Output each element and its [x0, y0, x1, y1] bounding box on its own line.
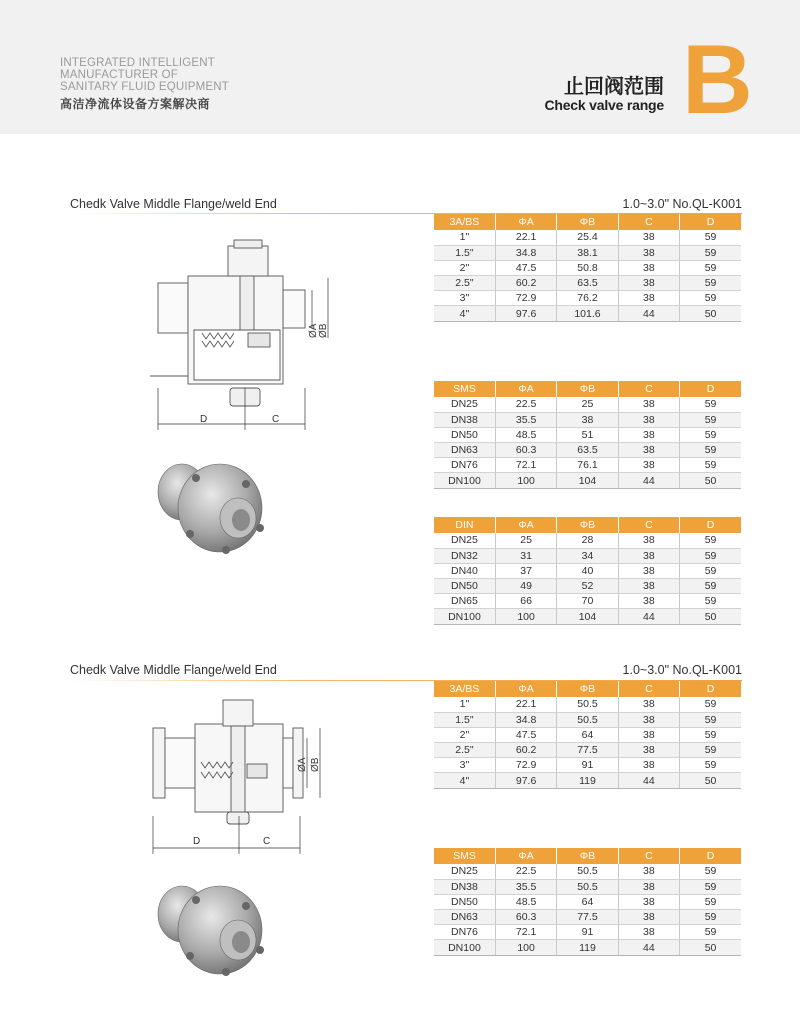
table-header: D: [680, 848, 741, 864]
table-row: DN63 60.3 77.5 38 59: [434, 910, 741, 925]
section-2-dim-phia-label: ØA: [297, 757, 308, 772]
table-header: ΦB: [557, 848, 618, 864]
table-header: ΦA: [495, 848, 556, 864]
table-row: 1" 22.1 50.5 38 59: [434, 697, 741, 712]
section-1-technical-drawing: [150, 238, 329, 428]
brand-tagline-cn: 高洁净流体设备方案解决商: [60, 97, 211, 111]
table-header: ΦB: [557, 517, 618, 533]
table-row: DN65 66 70 38 59: [434, 594, 741, 609]
table-header: D: [680, 517, 741, 533]
brand-line-3: SANITARY FLUID EQUIPMENT: [60, 81, 230, 93]
section-2-product-render: [150, 872, 275, 982]
section-2-table-sms: [434, 848, 741, 956]
table-row: DN100 100 104 44 50: [434, 609, 741, 624]
table-row: 2" 47.5 50.8 38 59: [434, 260, 741, 275]
table-header: ΦA: [495, 381, 556, 397]
table-header: C: [618, 681, 679, 697]
table-row: DN100 100 104 44 50: [434, 473, 741, 488]
table-row: DN25 22.5 25 38 59: [434, 397, 741, 412]
table-row: DN32 31 34 38 59: [434, 548, 741, 563]
section-2-table-3a-bs: [434, 681, 741, 789]
table-header: ΦB: [557, 681, 618, 697]
section-1-title: Chedk Valve Middle Flange/weld End: [70, 197, 277, 211]
table-header: ΦB: [557, 381, 618, 397]
section-1-dim-d-label: D: [200, 414, 208, 425]
page-header: [0, 0, 800, 134]
table-header: ΦA: [495, 214, 556, 230]
table-row: DN38 35.5 50.5 38 59: [434, 879, 741, 894]
brand-line-1: INTEGRATED INTELLIGENT: [60, 57, 215, 69]
page-title-en: Check valve range: [544, 97, 664, 113]
table-header: ΦB: [557, 214, 618, 230]
table-row: DN50 49 52 38 59: [434, 579, 741, 594]
table-header: D: [680, 681, 741, 697]
section-letter: B: [682, 24, 753, 134]
table-row: DN38 35.5 38 38 59: [434, 412, 741, 427]
table-header: D: [680, 381, 741, 397]
section-2-code: 1.0~3.0" No.QL-K001: [622, 663, 742, 677]
section-2-dim-c-label: C: [263, 836, 271, 847]
table-header: SMS: [434, 848, 495, 864]
table-header: C: [618, 517, 679, 533]
table-row: 1.5" 34.8 50.5 38 59: [434, 712, 741, 727]
table-row: 2.5" 60.2 77.5 38 59: [434, 743, 741, 758]
section-2-title: Chedk Valve Middle Flange/weld End: [70, 663, 277, 677]
table-row: DN50 48.5 64 38 59: [434, 894, 741, 909]
table-row: DN100 100 119 44 50: [434, 940, 741, 955]
section-1-product-render: [150, 450, 275, 560]
table-row: DN25 25 28 38 59: [434, 533, 741, 548]
table-header: C: [618, 381, 679, 397]
section-1-dim-c-label: C: [272, 414, 280, 425]
section-2-technical-drawing: [145, 696, 325, 856]
section-1-table-3a-bs: [434, 214, 741, 322]
section-1-table-sms: [434, 381, 741, 489]
table-header: D: [680, 214, 741, 230]
table-row: 1" 22.1 25.4 38 59: [434, 230, 741, 245]
table-header: SMS: [434, 381, 495, 397]
table-header: DIN: [434, 517, 495, 533]
table-row: 4" 97.6 101.6 44 50: [434, 306, 741, 321]
table-row: 4" 97.6 119 44 50: [434, 773, 741, 788]
section-1-dim-phia-label: ØA: [308, 323, 319, 338]
table-row: DN76 72.1 91 38 59: [434, 925, 741, 940]
table-row: DN63 60.3 63.5 38 59: [434, 443, 741, 458]
table-header: C: [618, 848, 679, 864]
table-row: DN25 22.5 50.5 38 59: [434, 864, 741, 879]
section-1-code: 1.0~3.0" No.QL-K001: [622, 197, 742, 211]
brand-block: [60, 57, 229, 112]
table-header: ΦA: [495, 517, 556, 533]
page-title-cn: 止回阀范围: [564, 74, 664, 98]
table-row: 2" 47.5 64 38 59: [434, 727, 741, 742]
table-header: 3A/BS: [434, 681, 495, 697]
section-2-dim-d-label: D: [193, 836, 201, 847]
section-2-dim-phib-label: ØB: [310, 757, 321, 772]
brand-line-2: MANUFACTURER OF: [60, 69, 178, 81]
table-header: 3A/BS: [434, 214, 495, 230]
table-row: 2.5" 60.2 63.5 38 59: [434, 276, 741, 291]
section-1-dim-phib-label: ØB: [318, 323, 329, 338]
section-1-table-din: [434, 517, 741, 625]
table-row: 3" 72.9 76.2 38 59: [434, 291, 741, 306]
table-header: C: [618, 214, 679, 230]
table-row: DN40 37 40 38 59: [434, 563, 741, 578]
table-row: DN76 72.1 76.1 38 59: [434, 458, 741, 473]
table-header: ΦA: [495, 681, 556, 697]
table-row: 1.5" 34.8 38.1 38 59: [434, 245, 741, 260]
table-row: 3" 72.9 91 38 59: [434, 758, 741, 773]
table-row: DN50 48.5 51 38 59: [434, 427, 741, 442]
